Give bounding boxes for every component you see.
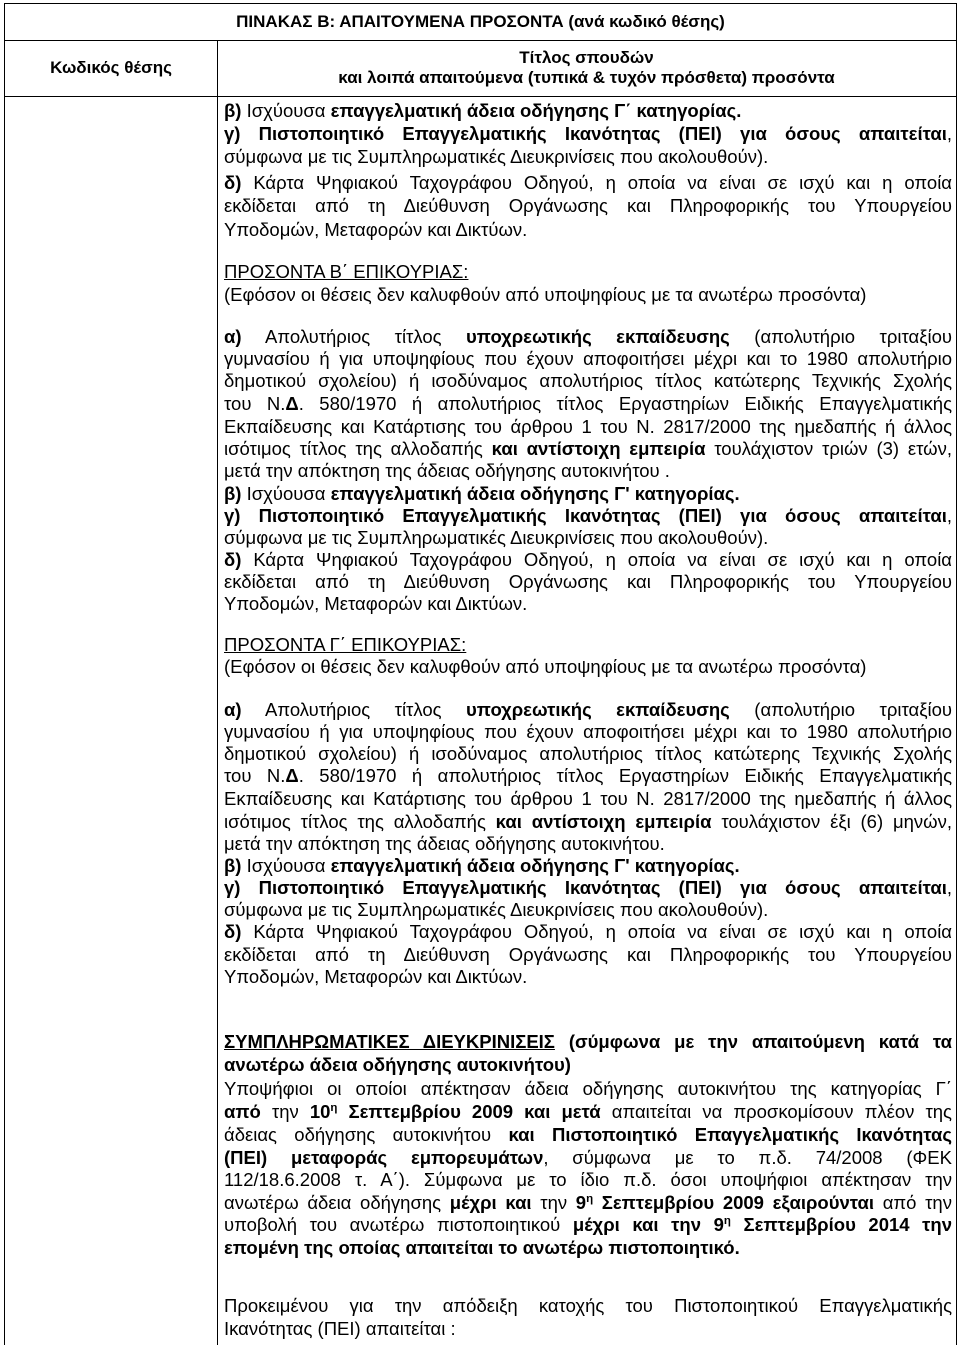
text-line [224, 655, 952, 678]
text-run: τουλάχιστον τριών (3) ετών, [705, 438, 952, 459]
text-run: την [531, 1192, 576, 1213]
text-run: Ικανότητας (ΠΕΙ) απαιτείται : [224, 1318, 456, 1339]
text-line [224, 742, 952, 765]
text-run: , σύμφωνα με το π.δ. 74/2008 (ΦΕΚ [543, 1147, 952, 1168]
text-run: , [946, 877, 952, 898]
text-line [224, 570, 952, 593]
text-run: ισότιμος τίτλος της αλλοδαπής [224, 811, 496, 832]
text-run: Απολυτήριος τίτλος [241, 699, 467, 720]
text-run: δημοτικού σχολείου) ή ισοδύναμος απολυτήριος τίτλος κατώτερης Τεχνικής Σχολής [224, 743, 952, 764]
bold-text: Σεπτεμβρίου 2009 και μετά [337, 1101, 601, 1122]
bold-text: και αντίστοιχη εμπειρία [491, 438, 706, 459]
bold-text: β) [224, 855, 242, 876]
text-line [224, 876, 952, 899]
text-run: (Εφόσον οι θέσεις δεν καλυφθούν από υποψηφίους με τα ανωτέρω προσόντα) [224, 284, 867, 305]
text-line [224, 764, 952, 787]
superscript-text: η [723, 1214, 731, 1227]
column-header-qualifications-line1: Τίτλος σπουδών [519, 48, 654, 67]
bold-text: επομένη της οποίας απαιτείται το ανωτέρω πιστοποιητικό. [224, 1237, 740, 1258]
bold-text: δ) [224, 921, 242, 942]
bold-text: Σεπτεμβρίου 2009 εξαιρούνται [593, 1192, 875, 1213]
text-line [224, 437, 952, 460]
text-line [224, 415, 952, 438]
text-line [224, 633, 952, 656]
text-line [224, 943, 952, 966]
text-line [224, 720, 952, 743]
bold-text: 10 [309, 1101, 331, 1122]
text-line [224, 965, 952, 988]
text-line [224, 526, 952, 549]
text-line [224, 810, 952, 833]
text-line [224, 1236, 952, 1259]
text-run: . 580/1970 ή απολυτήριος τίτλος Εργαστηρίων Ειδικής Επαγγελματικής [298, 393, 953, 414]
text-run: , [946, 505, 952, 526]
text-line [224, 99, 952, 122]
text-run: (απολυτήριο τριταξίου [729, 326, 952, 347]
text-run: Κάρτα Ψηφιακού Ταχογράφου Οδηγού, η οποία να είναι σε ισχύ και η οποία [241, 921, 952, 942]
text-line [224, 194, 952, 217]
text-line [224, 369, 952, 392]
bold-text: γ) Πιστοποιητικό Επαγγελματικής Ικανότητας (ΠΕΙ) για όσους απαιτείται [224, 505, 947, 526]
text-run: απαιτείται να προσκομίσουν πλέον της [600, 1101, 952, 1122]
text-line [224, 1100, 952, 1123]
bold-text: β) [224, 483, 242, 504]
text-line [224, 1168, 952, 1191]
text-line [224, 1146, 952, 1169]
text-line [224, 1030, 952, 1053]
text-line [224, 698, 952, 721]
text-run: , [946, 123, 952, 144]
text-run: σύμφωνα με τις Συμπληρωματικές Διευκρινίσεις που ακολουθούν). [224, 146, 769, 167]
text-run: (Εφόσον οι θέσεις δεν καλυφθούν από υποψηφίους με τα ανωτέρω προσόντα) [224, 656, 867, 677]
text-line [224, 171, 952, 194]
bold-text: Δ [285, 393, 299, 414]
text-line [224, 920, 952, 943]
bold-text: 9 [575, 1192, 587, 1213]
bold-text: (ΠΕΙ) μεταφοράς εμπορευμάτων [224, 1147, 544, 1168]
text-run: Υποδομών, Μεταφορών και Δικτύων. [224, 593, 528, 614]
bold-text: υποχρεωτικής εκπαίδευσης [466, 699, 730, 720]
text-run: Προκειμένου για την απόδειξη κατοχής του Πιστοποιητικού Επαγγελματικής [224, 1295, 952, 1316]
underlined-text: ΠΡΟΣΟΝΤΑ Β΄ ΕΠΙΚΟΥΡΙΑΣ: [224, 261, 469, 282]
bold-text: ΣΥΜΠΛΗΡΩΜΑΤΙΚΕΣ ΔΙΕΥΚΡΙΝΙΣΕΙΣ [224, 1031, 555, 1052]
text-run: σύμφωνα με τις Συμπληρωματικές Διευκρινίσεις που ακολουθούν). [224, 899, 769, 920]
text-run: γυμνασίου ή για υποψηφίους που έχουν αποφοιτήσει μέχρι και το 1980 απολυτήριο [224, 721, 952, 742]
bold-text: και αντίστοιχη εμπειρία [495, 811, 712, 832]
bold-text: και Πιστοποιητικό Επαγγελματικής Ικανότητας [508, 1124, 952, 1145]
text-line [224, 592, 952, 615]
text-line [224, 218, 952, 241]
text-line [224, 1191, 952, 1214]
bold-text: γ) Πιστοποιητικό Επαγγελματικής Ικανότητας (ΠΕΙ) για όσους απαιτείται [224, 123, 947, 144]
bold-text: α) [224, 699, 242, 720]
text-run: Κάρτα Ψηφιακού Ταχογράφου Οδηγού, η οποία να είναι σε ισχύ και η οποία [241, 549, 952, 570]
bold-text: επαγγελματική άδεια οδήγησης Γ΄ κατηγορίας. [330, 100, 742, 121]
text-line [224, 347, 952, 370]
superscript-text: η [330, 1101, 338, 1114]
bold-text: δ) [224, 549, 242, 570]
text-line [224, 145, 952, 168]
text-run: ανωτέρω άδεια οδήγησης [224, 1192, 450, 1213]
table-title: ΠΙΝΑΚΑΣ Β: ΑΠΑΙΤΟΥΜΕΝΑ ΠΡΟΣΟΝΤΑ (ανά κωδικό θέσης) [236, 12, 725, 31]
text-run: Ισχύουσα [241, 855, 331, 876]
bold-text: μέχρι και [449, 1192, 532, 1213]
text-line [224, 1077, 952, 1100]
underlined-text: ΠΡΟΣΟΝΤΑ Γ΄ ΕΠΙΚΟΥΡΙΑΣ: [224, 634, 467, 655]
text-run: σύμφωνα με τις Συμπληρωματικές Διευκρινίσεις που ακολουθούν). [224, 527, 769, 548]
text-line [224, 122, 952, 145]
bold-text: Δ [285, 765, 299, 786]
text-run: μετά την απόκτηση της άδειας οδήγησης αυτοκινήτου. [224, 833, 665, 854]
text-line [224, 548, 952, 571]
column-header-code-label: Κωδικός θέσης [50, 58, 172, 77]
text-run: άδειας οδήγησης αυτοκινήτου [224, 1124, 509, 1145]
bold-text: α) [224, 326, 242, 347]
bold-text: μέχρι και την 9 [572, 1214, 724, 1235]
text-run: του Ν. [224, 765, 286, 786]
text-run: Υποδομών, Μεταφορών και Δικτύων. [224, 966, 528, 987]
text-run: τουλάχιστον έξι (6) μηνών, [711, 811, 952, 832]
text-line [224, 260, 952, 283]
text-run: Απολυτήριος τίτλος [241, 326, 467, 347]
bold-text: β) [224, 100, 242, 121]
text-run: από την [874, 1192, 952, 1213]
bold-text: επαγγελματική άδεια οδήγησης Γ' κατηγορίας. [330, 855, 740, 876]
text-run: Υποψήφιοι οι οποίοι απέκτησαν άδεια οδήγησης αυτοκινήτου της κατηγορίας Γ΄ [224, 1078, 952, 1099]
text-run: την [260, 1101, 310, 1122]
text-run: Κάρτα Ψηφιακού Ταχογράφου Οδηγού, η οποία να είναι σε ισχύ και η οποία [241, 172, 952, 193]
text-run: εκδίδεται από τη Διεύθυνση Οργάνωσης και Πληροφορικής του Υπουργείου [224, 195, 952, 216]
bold-text: υποχρεωτικής εκπαίδευσης [466, 326, 730, 347]
text-line [224, 1294, 952, 1317]
bold-text: από [224, 1101, 261, 1122]
text-run: ισότιμος τίτλος της αλλοδαπής [224, 438, 492, 459]
text-run: 112/18.6.2008 τ. Α΄). Σύμφωνα με το ίδιο π.δ. όσοι υποψήφιοι απέκτησαν την [224, 1169, 952, 1190]
bold-text: (σύμφωνα με την απαιτούμενη κατά τα [554, 1031, 953, 1052]
text-line [224, 898, 952, 921]
bold-text: γ) Πιστοποιητικό Επαγγελματικής Ικανότητας (ΠΕΙ) για όσους απαιτείται [224, 877, 947, 898]
text-run: Υποδομών, Μεταφορών και Δικτύων. [224, 219, 528, 240]
text-run: (απολυτήριο τριταξίου [729, 699, 952, 720]
superscript-text: η [586, 1192, 594, 1205]
bold-text: επαγγελματική άδεια οδήγησης Γ' κατηγορίας. [330, 483, 740, 504]
text-run: Εκπαίδευσης και Κατάρτισης του άρθρου 1 του Ν. 2817/2000 της ημεδαπής ή άλλος [224, 788, 952, 809]
text-run: γυμνασίου ή για υποψηφίους που έχουν αποφοιτήσει μέχρι και το 1980 απολυτήριο [224, 348, 952, 369]
text-line [224, 1053, 952, 1076]
text-run: . 580/1970 ή απολυτήριος τίτλος Εργαστηρίων Ειδικής Επαγγελματικής [298, 765, 953, 786]
column-header-qualifications-line2: και λοιπά απαιτούμενα (τυπικά & τυχόν πρόσθετα) προσόντα [338, 68, 835, 87]
text-line [224, 854, 952, 877]
text-run: του Ν. [224, 393, 286, 414]
text-run: μετά την απόκτηση της άδειας οδήγησης αυτοκινήτου . [224, 460, 670, 481]
text-line [224, 787, 952, 810]
text-line [224, 832, 952, 855]
bold-text: Σεπτεμβρίου 2014 την [730, 1214, 953, 1235]
text-line [224, 482, 952, 505]
text-run: εκδίδεται από τη Διεύθυνση Οργάνωσης και Πληροφορικής του Υπουργείου [224, 944, 952, 965]
text-run: Ισχύουσα [241, 483, 331, 504]
text-line [224, 1213, 952, 1236]
text-line [224, 459, 952, 482]
text-run: Ισχύουσα [241, 100, 331, 121]
bold-text: δ) [224, 172, 242, 193]
text-line [224, 1123, 952, 1146]
text-line [224, 325, 952, 348]
text-line [224, 504, 952, 527]
text-line [224, 1317, 952, 1340]
text-line [224, 283, 952, 306]
text-run: Εκπαίδευσης και Κατάρτισης του άρθρου 1 του Ν. 2817/2000 της ημεδαπής ή άλλος [224, 416, 952, 437]
text-run: υποβολή του ανωτέρω πιστοποιητικού [224, 1214, 573, 1235]
bold-text: ανωτέρω άδεια οδήγησης αυτοκινήτου) [224, 1054, 571, 1075]
text-run: δημοτικού σχολείου) ή ισοδύναμος απολυτήριος τίτλος κατώτερης Τεχνικής Σχολής [224, 370, 952, 391]
text-line [224, 392, 952, 415]
text-run: εκδίδεται από τη Διεύθυνση Οργάνωσης και Πληροφορικής του Υπουργείου [224, 571, 952, 592]
